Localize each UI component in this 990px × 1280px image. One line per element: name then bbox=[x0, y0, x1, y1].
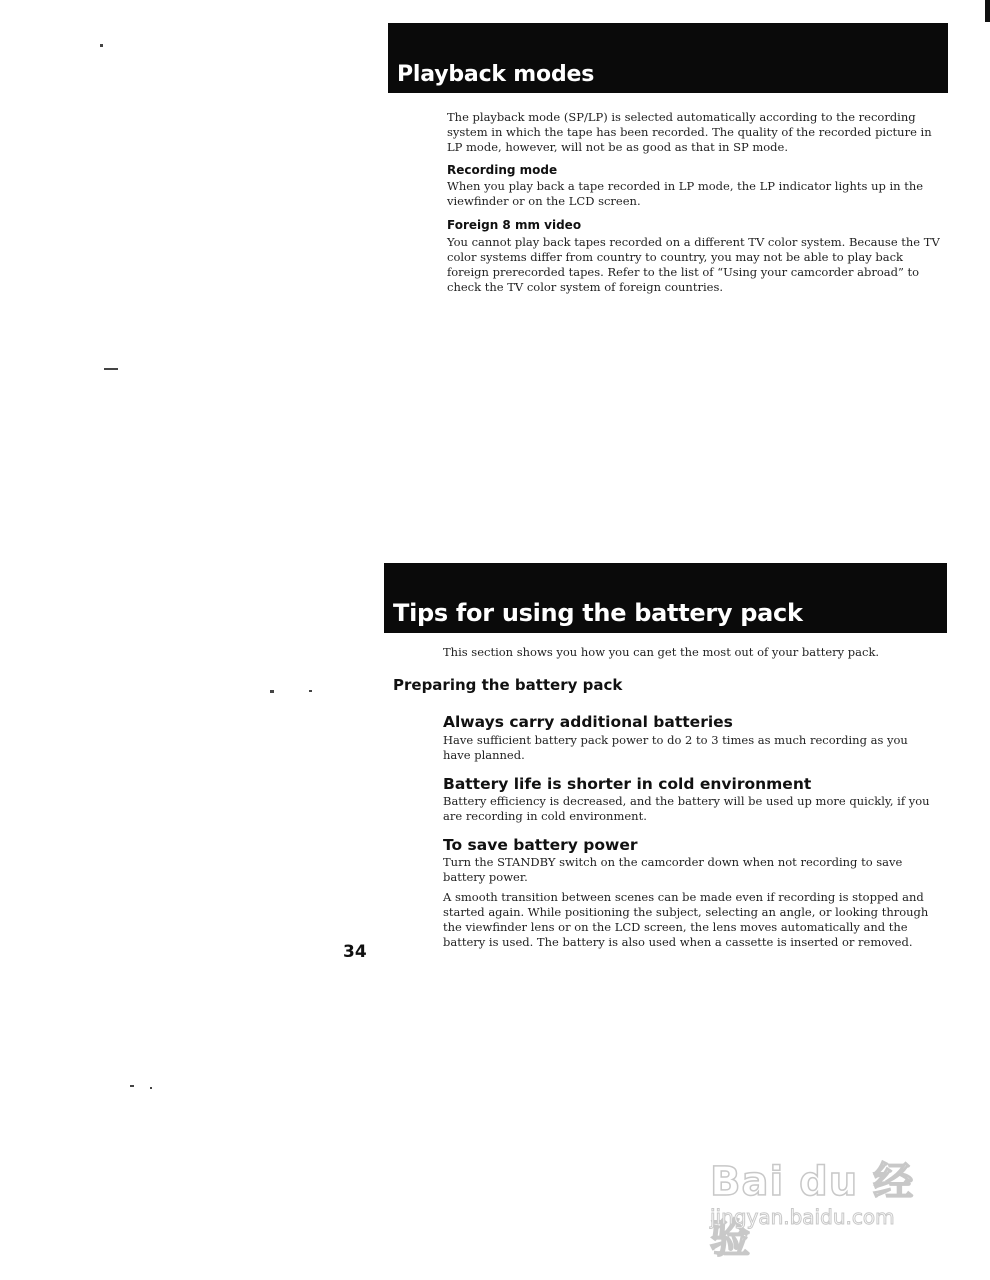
baidu-watermark bbox=[710, 1150, 950, 1260]
playback-modes-header-bar bbox=[388, 23, 948, 93]
save-power-text: Turn the STANDBY switch on the camcorder down when not recording to save battery power. bbox=[443, 855, 903, 884]
preparing-battery-heading: Preparing the battery pack bbox=[393, 676, 623, 694]
playback-modes-title: Playback modes bbox=[397, 62, 595, 87]
scan-speck bbox=[104, 368, 118, 370]
watermark-brand: Bai du 经验 bbox=[710, 1159, 915, 1262]
cold-environment-heading: Battery life is shorter in cold environment bbox=[443, 775, 812, 793]
scan-speck bbox=[100, 44, 103, 47]
foreign-video-heading: Foreign 8 mm video bbox=[447, 218, 582, 232]
scan-speck bbox=[309, 690, 312, 692]
page-number: 34 bbox=[343, 942, 367, 962]
foreign-video-text: You cannot play back tapes recorded on a different TV color system. Because the TV color systems differ from country to country, you may not be able to play back foreign prerecorded tapes. Refer to the list of “Using your camcorder abroad” to check the TV color system of foreign countries. bbox=[447, 235, 940, 294]
scan-speck bbox=[270, 690, 274, 693]
carry-batteries-heading: Always carry additional batteries bbox=[443, 713, 733, 731]
recording-mode-heading: Recording mode bbox=[447, 163, 558, 177]
scan-speck bbox=[150, 1087, 152, 1089]
recording-mode-text: When you play back a tape recorded in LP mode, the LP indicator lights up in the viewfinder or on the LCD screen. bbox=[447, 179, 924, 208]
cold-environment-text: Battery efficiency is decreased, and the battery will be used up more quickly, if you are recording in cold environment. bbox=[443, 794, 930, 823]
playback-modes-intro: The playback mode (SP/LP) is selected automatically according to the recording system in which the tape has been recorded. The quality of the recorded picture in LP mode, however, will not be as good as that in SP mode. bbox=[447, 110, 932, 154]
save-power-heading: To save battery power bbox=[443, 836, 638, 854]
save-power-text-2: A smooth transition between scenes can be made even if recording is stopped and started again. While positioning the subject, selecting an angle, or looking through the viewfinder lens or on the LCD screen, the lens moves automatically and the battery is used. The battery is also used when a cassette is inserted or removed. bbox=[443, 890, 929, 949]
battery-tips-title: Tips for using the battery pack bbox=[393, 599, 803, 627]
battery-tips-intro: This section shows you how you can get the most out of your battery pack. bbox=[443, 645, 880, 659]
battery-tips-header-bar bbox=[384, 563, 947, 633]
crop-mark bbox=[985, 0, 990, 22]
scan-speck bbox=[130, 1085, 134, 1087]
watermark-url: jingyan.baidu.com bbox=[710, 1205, 895, 1229]
carry-batteries-text: Have sufficient battery pack power to do 2 to 3 times as much recording as you have planned. bbox=[443, 733, 908, 762]
